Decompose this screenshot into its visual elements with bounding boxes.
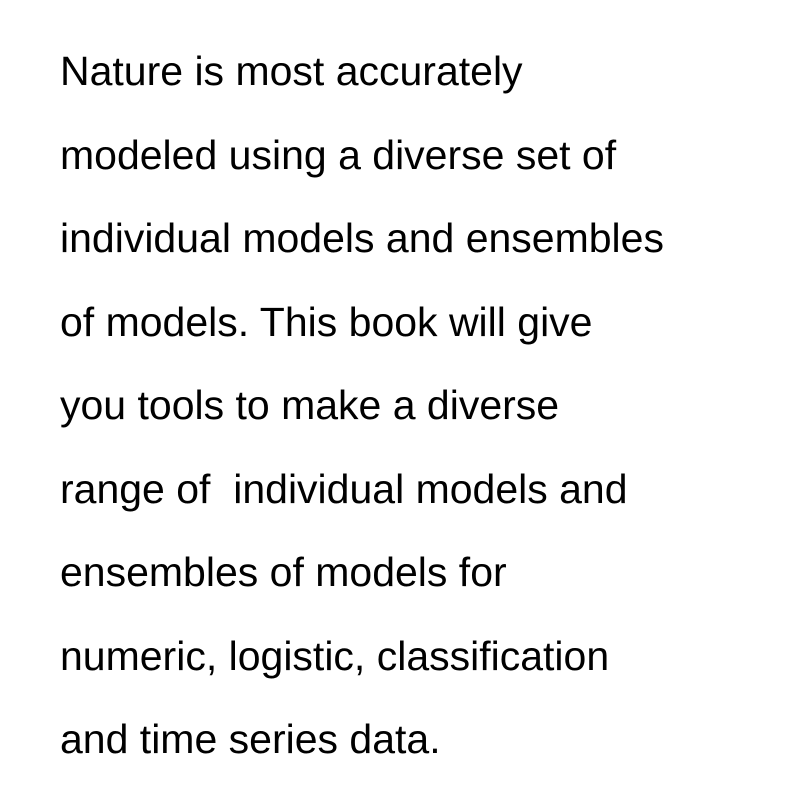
paragraph-line: you tools to make a diverse bbox=[60, 382, 560, 428]
paragraph-line: of models. This book will give bbox=[60, 298, 593, 345]
paragraph-line: individual models and ensembles bbox=[60, 215, 664, 261]
paragraph bbox=[60, 40, 780, 792]
paragraph-line: and time series data. bbox=[60, 716, 441, 762]
paragraph-line: numeric, logistic, classification bbox=[60, 632, 610, 679]
paragraph-line: ensembles of models for bbox=[60, 549, 507, 595]
paragraph-line: range of individual models and bbox=[60, 465, 628, 512]
paragraph-line: modeled using a diverse set of bbox=[60, 131, 617, 178]
paragraph-line: Nature is most accurately bbox=[60, 48, 523, 94]
